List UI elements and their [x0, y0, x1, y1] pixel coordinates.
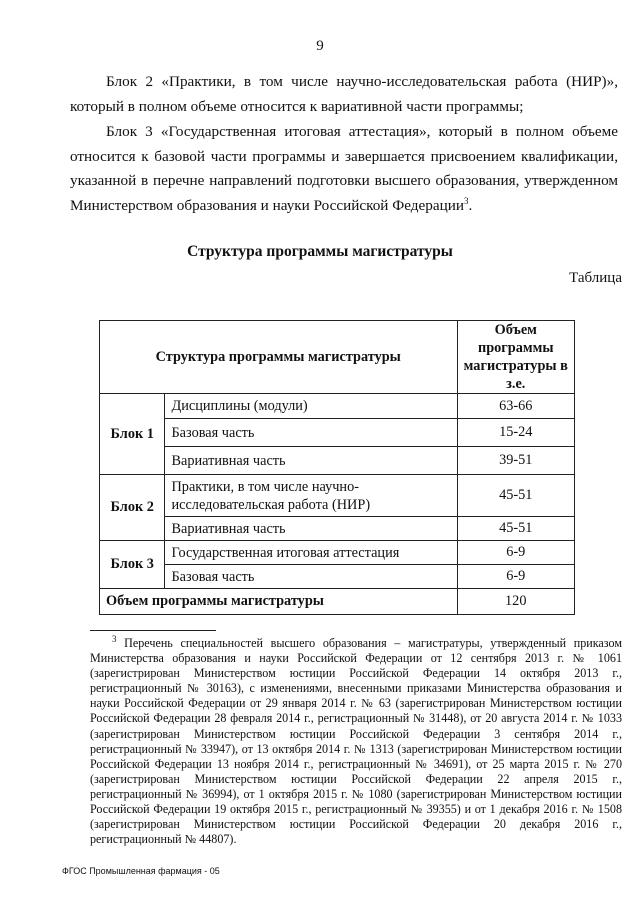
header-volume: Объем программы магистратуры в з.е. — [457, 321, 574, 394]
table-row — [100, 475, 575, 517]
block-1-label: Блок 1 — [100, 394, 165, 475]
table-row — [100, 517, 575, 541]
table-header-row — [100, 321, 575, 394]
page-footer: ФГОС Промышленная фармация - 05 — [62, 866, 220, 876]
section-heading: Структура программы магистратуры — [187, 243, 453, 260]
block-1-row-1-part: Дисциплины (модули) — [165, 394, 457, 419]
block-2-row-1-value: 45-51 — [457, 475, 574, 517]
block-2-row-1-part: Практики, в том числе научно-исследовательская работа (НИР) — [165, 475, 457, 517]
block-2-label: Блок 2 — [100, 475, 165, 541]
page-number: 9 — [316, 38, 324, 54]
block-3-row-1-part: Государственная итоговая аттестация — [165, 541, 457, 565]
block-1-row-3-value: 39-51 — [457, 447, 574, 475]
table-row — [100, 394, 575, 419]
block-3-label: Блок 3 — [100, 541, 165, 589]
total-label: Объем программы магистратуры — [100, 589, 458, 615]
block-1-row-1-value: 63-66 — [457, 394, 574, 419]
block-1-row-3-part: Вариативная часть — [165, 447, 457, 475]
table-total-row — [100, 589, 575, 615]
block-3-row-2-part: Базовая часть — [165, 565, 457, 589]
block-2-row-2-part: Вариативная часть — [165, 517, 457, 541]
footnote-reference[interactable]: 3 — [463, 195, 469, 206]
block-1-row-2-value: 15-24 — [457, 419, 574, 447]
footnote-text: Перечень специальностей высшего образования – магистратуры, утвержденный приказом Министерства образования и науки Российской Федерации от 12 сентября 2013 г. № 1061 (зарегистрирован Министерством юстиции Российской Федерации 14 октября 2013 г., регистрационный № 30163), с изменениями, внесенными приказами Министерства образования и науки Российской Федерации от 29 января 2014 г. № 63 (зарегистрирован Министерством юстиции Российской Федерации 28 февраля 2014 г., регистрационный № 31448), от 20 августа 2014 г. № 1033 (зарегистрирован Министерством юстиции Российской Федерации 3 сентября 2014 г., регистрационный № 33947), от 13 октября 2014 г. № 1313 (зарегистрирован Министерством юстиции Российской Федерации 13 ноября 2014 г., регистрационный № 34691), от 25 марта 2015 г. № 270 (зарегистрирован Министерством юстиции Российской Федерации 22 апреля 2015 г., регистрационный № 36994), от 1 октября 2015 г. № 1080 (зарегистрирован Министерством юстиции Российской Федерации 19 октября 2015 г., регистрационный № 39355) и от 1 декабря 2016 г. № 1508 (зарегистрирован Министерством юстиции Российской Федерации 20 декабря 2016 г., регистрационный № 44807). — [90, 636, 622, 847]
table-caption: Таблица — [569, 270, 622, 286]
footnote-mark: 3 — [112, 633, 117, 644]
block-1-row-2-part: Базовая часть — [165, 419, 457, 447]
footnote — [90, 633, 622, 847]
table-row — [100, 447, 575, 475]
block-3-row-1-value: 6-9 — [457, 541, 574, 565]
table-row — [100, 565, 575, 589]
table-row — [100, 541, 575, 565]
header-structure: Структура программы магистратуры — [100, 321, 458, 394]
paragraph-block-3-text: Блок 3 «Государственная итоговая аттестация», который в полном объеме относится к базовой части программы и завершается присвоением квалификации, указанной в перечне направлений подготовки высшего образования, утвержденном Министерством образования и науки Российской Федерации — [70, 123, 618, 214]
block-2-row-2-value: 45-51 — [457, 517, 574, 541]
paragraph-block-3-end: . — [468, 196, 473, 214]
table-row — [100, 419, 575, 447]
paragraph-block-3 — [70, 120, 618, 218]
block-3-row-2-value: 6-9 — [457, 565, 574, 589]
total-value: 120 — [457, 589, 574, 615]
program-structure-table — [99, 320, 575, 615]
paragraph-block-2-text: Блок 2 «Практики, в том числе научно-исследовательская работа (НИР)», который в полном объеме относится к вариативной части программы; — [70, 73, 618, 115]
footnote-separator — [90, 630, 216, 631]
paragraph-block-2 — [70, 70, 618, 119]
